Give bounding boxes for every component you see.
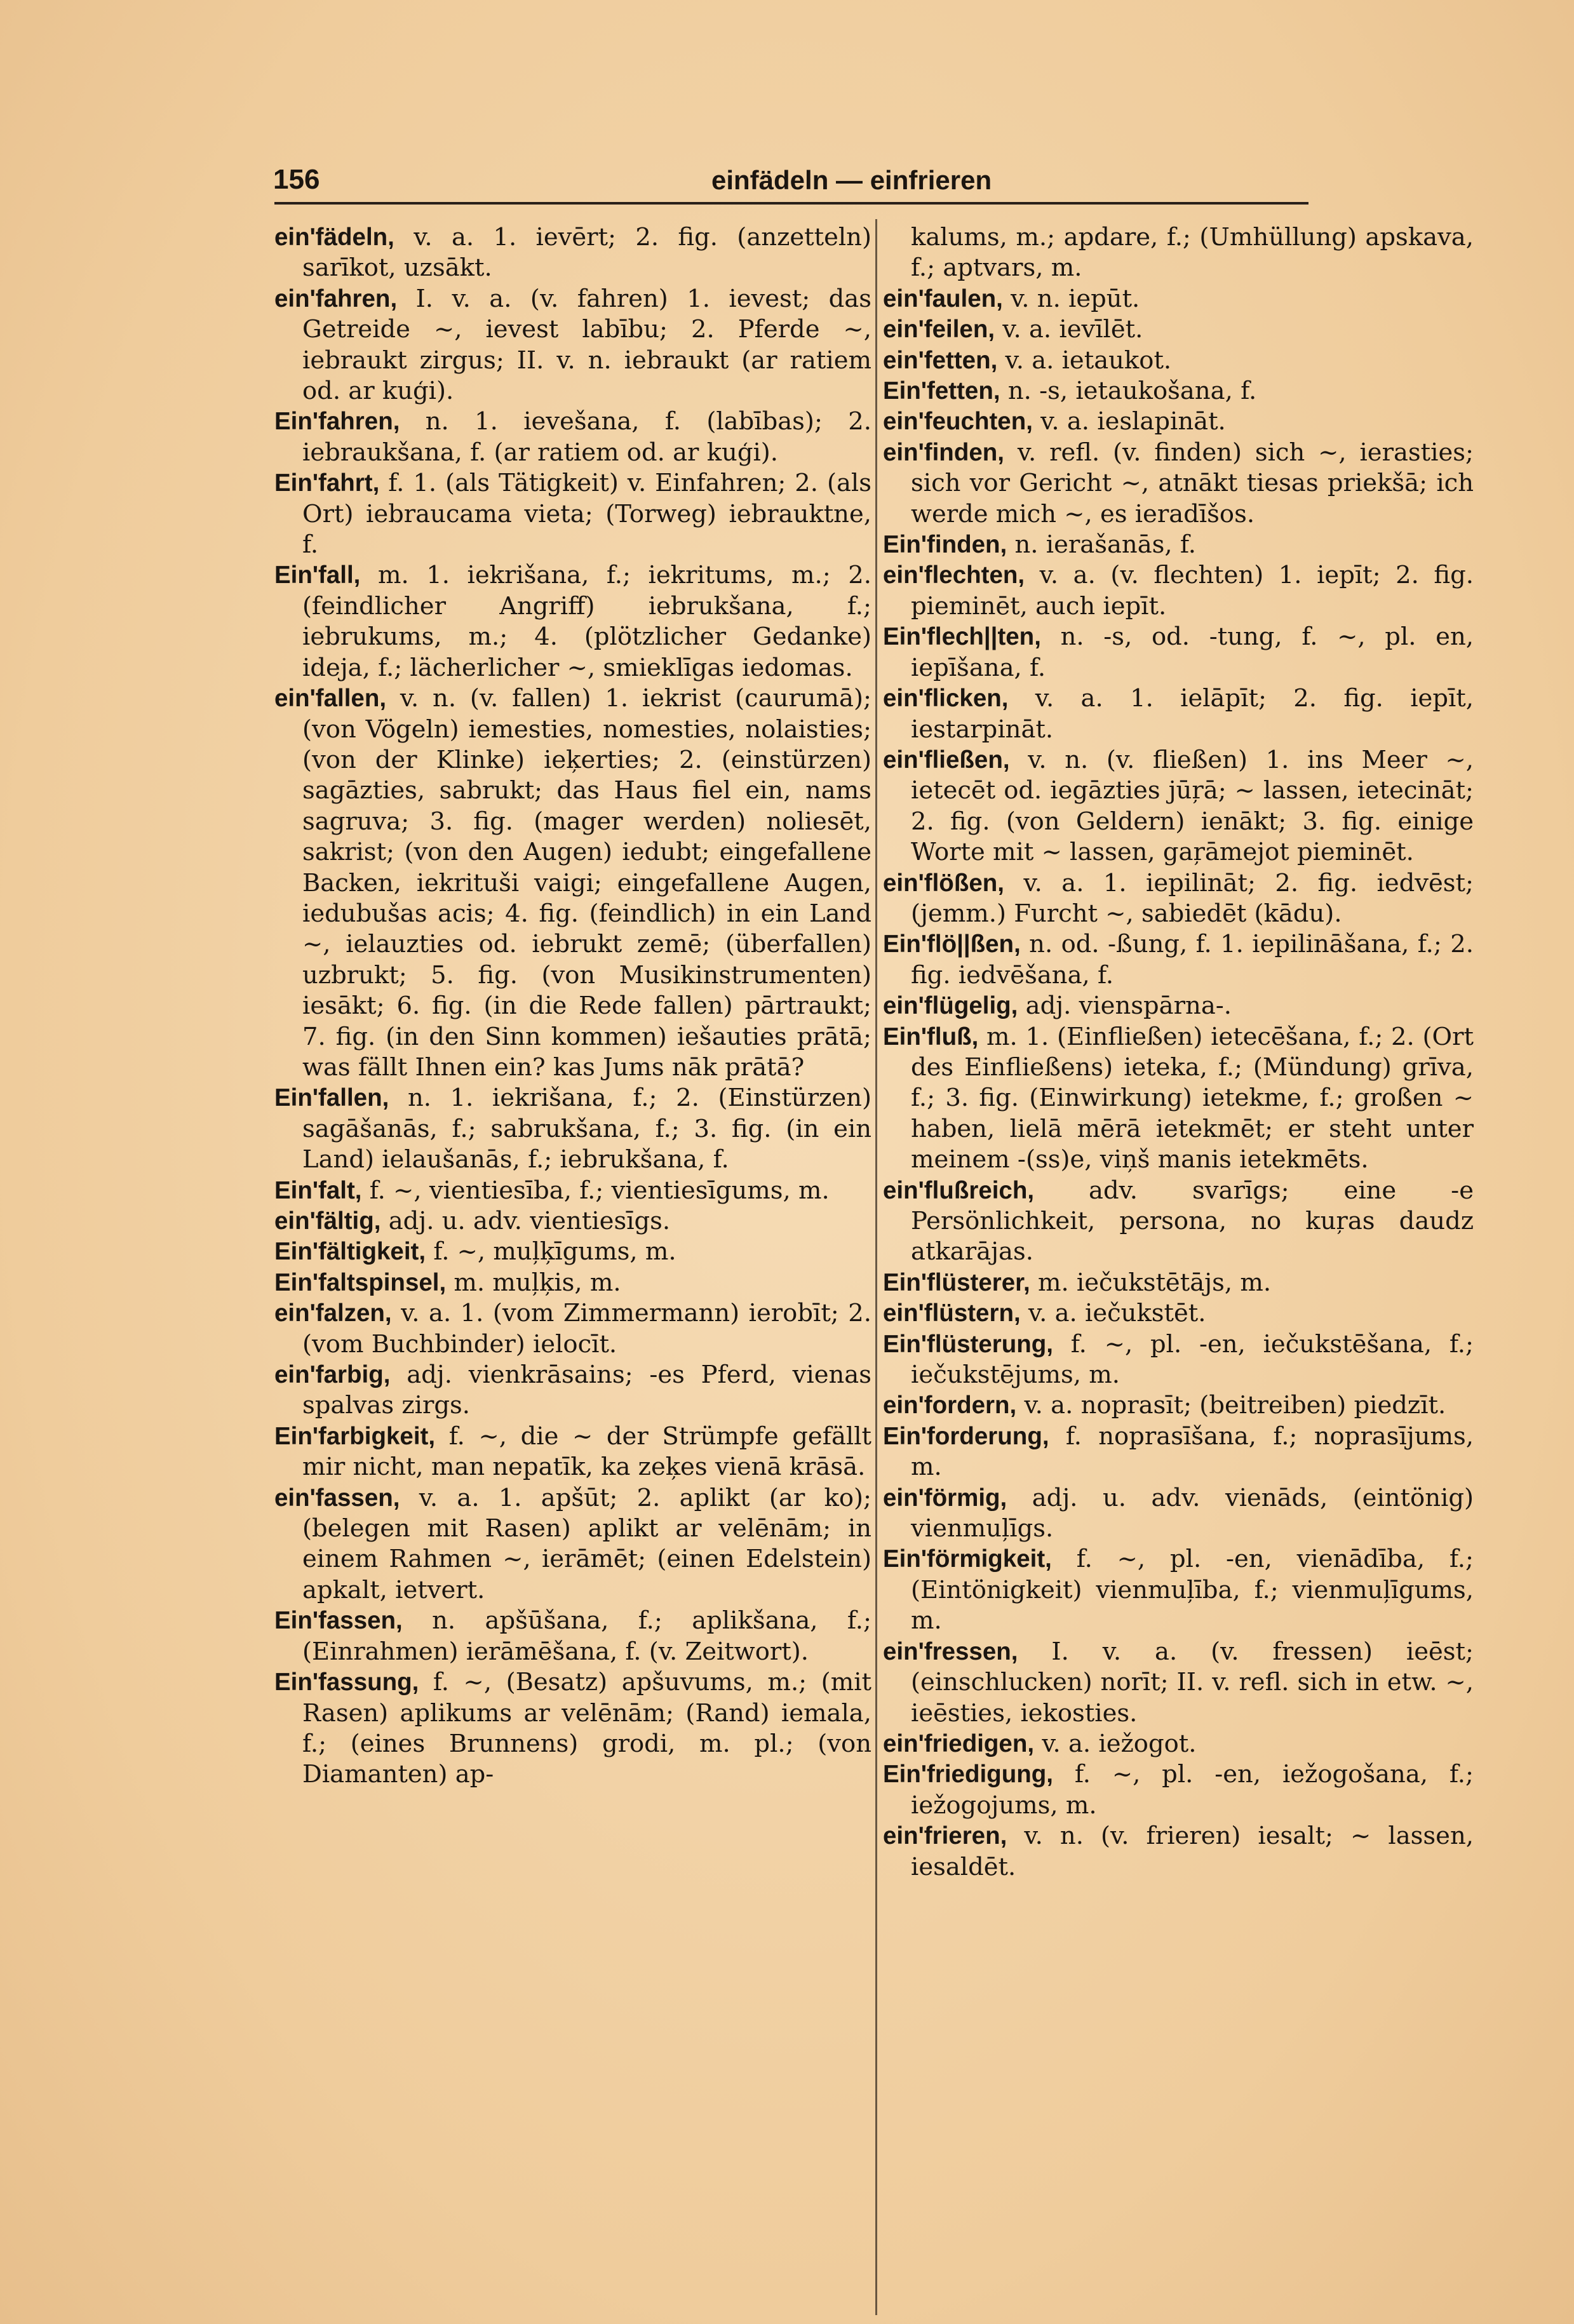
entry-definition: v. a. iežogot.	[1042, 1729, 1197, 1758]
dictionary-entry	[883, 683, 1474, 745]
entry-headword: ein'fallen,	[274, 685, 387, 713]
dictionary-entry	[883, 314, 1474, 345]
dictionary-entry	[274, 1667, 871, 1790]
entry-definition: v. a. iečukstēt.	[1028, 1299, 1206, 1328]
entry-definition: v. a. ievīlēt.	[1002, 315, 1143, 344]
entry-headword: ein'feuchten,	[883, 408, 1033, 436]
entry-definition: n. apšūšana, f.; aplikšana, f.; (Einrahmen) ierāmēšana, f. (v. Zeitwort).	[302, 1606, 871, 1666]
entry-headword: ein'fressen,	[883, 1637, 1018, 1665]
dictionary-entry	[883, 284, 1474, 314]
entry-headword: ein'förmig,	[883, 1484, 1007, 1512]
entry-definition: v. a. 1. apšūt; 2. aplikt (ar ko); (belegen mit Rasen) aplikt ar velēnām; in einem Rahmen ~, ierāmēt; (einen Edelstein) apkalt, ietvert.	[302, 1483, 871, 1604]
dictionary-entry	[274, 1176, 871, 1206]
entry-definition: kalums, m.; apdare, f.; (Umhüllung) apskava, f.; aptvars, m.	[911, 223, 1474, 283]
entry-headword: ein'flüstern,	[883, 1300, 1021, 1327]
entry-definition: v. a. 1. (vom Zimmermann) ierobīt; 2. (vom Buchbinder) ielocīt.	[302, 1299, 871, 1359]
dictionary-entry	[883, 346, 1474, 376]
entry-definition: v. n. (v. fließen) 1. ins Meer ~, ietecēt od. iegāzties jūŗā; ~ lassen, ietecināt; 2. fig. (von Geldern) ienākt; 3. fig. einige Worte mit ~ lassen, gaŗāmejot pieminēt.	[911, 745, 1474, 867]
dictionary-entry	[883, 868, 1474, 930]
dictionary-entry	[883, 438, 1474, 530]
entry-headword: Ein'fassen,	[274, 1607, 403, 1635]
entry-headword: Ein'flüsterung,	[883, 1330, 1053, 1358]
right-column	[883, 222, 1474, 2293]
running-head: einfädeln — einfrieren	[711, 165, 992, 195]
entry-definition: m. 1. iekrišana, f.; iekritums, m.; 2. (feindlicher Angriff) iebrukšana, f.; iebrukums, m.; 4. (plötzlicher Gedanke) ideja, f.; lächerlicher ~, smieklīgas iedomas.	[302, 561, 871, 682]
entry-definition: v. a. (v. flechten) 1. iepīt; 2. fig. pieminēt, auch iepīt.	[911, 561, 1474, 621]
entry-definition: v. a. ietaukot.	[1005, 346, 1172, 375]
dictionary-entry	[274, 560, 871, 683]
column-divider	[875, 219, 877, 2315]
entry-headword: ein'fältig,	[274, 1207, 381, 1235]
entry-definition: v. a. noprasīt; (beitreiben) piedzīt.	[1024, 1391, 1446, 1420]
entry-definition: n. od. -ßung, f. 1. iepilināšana, f.; 2. fig. iedvēšana, f.	[911, 930, 1474, 990]
dictionary-entry	[883, 1022, 1474, 1176]
dictionary-entry	[883, 622, 1474, 683]
entry-definition: v. refl. (v. finden) sich ~, ierasties; sich vor Gericht ~, atnākt tiesas priekšā; ich werde mich ~, es ieradīšos.	[911, 438, 1474, 528]
dictionary-entry	[274, 1206, 871, 1237]
entry-definition: v. a. 1. ielāpīt; 2. fig. iepīt, iestarpināt.	[911, 684, 1474, 744]
dictionary-entry	[883, 222, 1474, 284]
entry-definition: v. n. (v. frieren) iesalt; ~ lassen, iesaldēt.	[911, 1822, 1474, 1881]
entry-headword: Ein'forderung,	[883, 1422, 1049, 1450]
dictionary-entry	[883, 745, 1474, 868]
entry-definition: f. ~, (Besatz) apšuvums, m.; (mit Rasen) aplikums ar velēnām; (Rand) iemala, f.; (eines Brunnens) grodi, m. pl.; (von Diamanten) ap-	[302, 1668, 871, 1789]
dictionary-entry	[274, 1421, 871, 1483]
entry-headword: ein'flößen,	[883, 869, 1004, 897]
dictionary-entry	[883, 1544, 1474, 1636]
entry-headword: ein'finden,	[883, 438, 1004, 466]
entry-headword: ein'flicken,	[883, 685, 1009, 713]
entry-headword: Ein'fluß,	[883, 1023, 979, 1051]
entry-headword: ein'fädeln,	[274, 224, 394, 251]
dictionary-entry	[883, 406, 1474, 437]
entry-definition: n. -s, od. -tung, f. ~, pl. en, iepīšana, f.	[911, 622, 1474, 682]
entry-headword: Ein'finden,	[883, 531, 1007, 559]
entry-headword: Ein'faltspinsel,	[274, 1268, 447, 1296]
entry-headword: Ein'fall,	[274, 561, 361, 589]
entry-definition: f. ~, vientiesība, f.; vientiesīgums, m.	[369, 1176, 830, 1205]
dictionary-entry	[274, 222, 871, 284]
entry-definition: v. a. ieslapināt.	[1040, 407, 1226, 436]
entry-headword: Ein'fallen,	[274, 1084, 389, 1112]
entry-definition: f. ~, pl. -en, iežogošana, f.; iežogojums, m.	[911, 1760, 1474, 1820]
entry-headword: ein'flechten,	[883, 561, 1025, 589]
entry-definition: v. n. (v. fallen) 1. iekrist (caurumā); (von Vögeln) iemesties, nomesties, nolaisties; (von der Klinke) ieķerties; 2. (einstürzen) sagāzties, sabrukt; das Haus fiel ein, nams sagruva; 3. fig. (mager werden) noliesēt, sakrist; (von den Augen) iedubt; eingefallene Backen, iekrituši vaigi; eingefallene Augen, iedubušas acis; 4. fig. (feindlich) in ein Land ~, ielauzties od. iebrukt zemē; (überfallen) uzbrukt; 5. fig. (von Musikinstrumenten) iesākt; 6. fig. (in die Rede fallen) pārtraukt; 7. fig. (in den Sinn kommen) iešauties prātā; was fällt Ihnen ein? kas Jums nāk prātā?	[302, 684, 871, 1082]
entry-headword: ein'fordern,	[883, 1392, 1017, 1420]
entry-headword: Ein'farbigkeit,	[274, 1422, 436, 1450]
page-number: 156	[273, 164, 320, 195]
entry-headword: Ein'falt,	[274, 1176, 362, 1204]
entry-definition: I. v. a. (v. fressen) ieēst; (einschlucken) norīt; II. v. refl. sich in etw. ~, ieēsties, iekosties.	[911, 1637, 1474, 1728]
entry-headword: ein'flußreich,	[883, 1176, 1035, 1204]
entry-headword: ein'fassen,	[274, 1484, 400, 1512]
entry-headword: ein'frieren,	[883, 1822, 1007, 1850]
dictionary-entry	[274, 468, 871, 560]
entry-headword: ein'fließen,	[883, 746, 1010, 774]
entry-definition: f. 1. (als Tätigkeit) v. Einfahren; 2. (als Ort) iebraucama vieta; (Torweg) iebrauktne, f.	[302, 469, 871, 560]
entry-headword: ein'feilen,	[883, 316, 995, 344]
entry-definition: I. v. a. (v. fahren) 1. ievest; das Getreide ~, ievest labību; 2. Pferde ~, iebraukt zirgus; II. v. n. iebraukt (ar ratiem od. ar kuģi).	[302, 284, 871, 406]
entry-definition: v. a. 1. ievērt; 2. fig. (anzetteln) sarīkot, uzsākt.	[302, 223, 871, 283]
entry-definition: m. 1. (Einfließen) ietecēšana, f.; 2. (Ort des Einfließens) ieteka, f.; (Mündung) grīva, f.; 3. fig. (Einwirkung) ietekme, f.; großen ~ haben, lielā mērā ietekmēt; er steht unter meinem -(ss)e, viņš manis ietekmēts.	[911, 1022, 1474, 1174]
dictionary-entry	[274, 683, 871, 1083]
entry-headword: Ein'flech||ten,	[883, 623, 1041, 651]
entry-definition: adj. u. adv. vienāds, (eintönig) vienmuļīgs.	[911, 1483, 1474, 1543]
entry-definition: adj. vienkrāsains; -es Pferd, vienas spalvas zirgs.	[302, 1360, 871, 1420]
dictionary-entry	[883, 1421, 1474, 1483]
dictionary-entry	[883, 1176, 1474, 1268]
entry-definition: f. ~, muļķīgums, m.	[433, 1237, 676, 1266]
entry-definition: n. 1. ievešana, f. (labības); 2. iebraukšana, f. (ar ratiem od. ar kuģi).	[302, 407, 871, 467]
entry-headword: ein'falzen,	[274, 1300, 392, 1327]
dictionary-entry	[883, 1821, 1474, 1883]
entry-headword: ein'faulen,	[883, 285, 1003, 312]
entry-definition: f. ~, pl. -en, iečukstēšana, f.; iečukstējums, m.	[911, 1329, 1474, 1390]
dictionary-entry	[883, 530, 1474, 560]
dictionary-entry	[274, 1483, 871, 1606]
dictionary-entry	[274, 1298, 871, 1360]
entry-definition: f. noprasīšana, f.; noprasījums, m.	[911, 1421, 1474, 1482]
entry-headword: Ein'flüsterer,	[883, 1268, 1030, 1296]
dictionary-entry	[883, 1729, 1474, 1759]
dictionary-entry	[883, 376, 1474, 406]
entry-headword: Ein'fältigkeit,	[274, 1238, 426, 1266]
entry-definition: m. muļķis, m.	[454, 1268, 621, 1297]
dictionary-entry	[883, 1483, 1474, 1545]
dictionary-entry	[883, 1759, 1474, 1821]
entry-headword: Ein'fetten,	[883, 377, 1000, 405]
dictionary-entry	[274, 406, 871, 468]
entry-headword: ein'farbig,	[274, 1361, 391, 1389]
entry-headword: Ein'förmigkeit,	[883, 1545, 1052, 1573]
entry-definition: adj. vienspārna-.	[1025, 991, 1232, 1021]
entry-definition: v. a. 1. iepilināt; 2. fig. iedvēst; (jemm.) Furcht ~, sabiedēt (kādu).	[911, 868, 1474, 928]
dictionary-entry	[883, 929, 1474, 991]
entry-headword: Ein'flö||ßen,	[883, 930, 1021, 958]
entry-definition: v. n. iepūt.	[1011, 284, 1140, 313]
dictionary-entry	[274, 1237, 871, 1267]
dictionary-entry	[883, 1637, 1474, 1729]
entry-definition: adv. svarīgs; eine -e Persönlichkeit, persona, no kuŗas daudz atkarājas.	[911, 1176, 1474, 1266]
entry-definition: adj. u. adv. vientiesīgs.	[388, 1207, 671, 1235]
entry-definition: f. ~, pl. -en, vienādība, f.; (Eintönigkeit) vienmuļība, f.; vienmuļīgums, m.	[911, 1545, 1474, 1636]
left-column	[274, 222, 871, 2293]
entry-headword: ein'flügelig,	[883, 992, 1018, 1020]
entry-definition: n. -s, ietaukošana, f.	[1007, 377, 1257, 406]
entry-headword: ein'fahren,	[274, 285, 398, 312]
entry-headword: Ein'fahrt,	[274, 469, 380, 497]
entry-headword: ein'fetten,	[883, 346, 998, 374]
dictionary-entry	[274, 1083, 871, 1175]
dictionary-entry	[883, 1268, 1474, 1298]
dictionary-entry	[883, 991, 1474, 1021]
entry-headword: ein'friedigen,	[883, 1730, 1035, 1757]
dictionary-entry	[274, 284, 871, 407]
dictionary-entry	[883, 1329, 1474, 1391]
dictionary-entry	[883, 560, 1474, 622]
dictionary-entry	[274, 1360, 871, 1421]
dictionary-entry	[274, 1268, 871, 1298]
entry-definition: n. 1. iekrišana, f.; 2. (Einstürzen) sagāšanās, f.; sabrukšana, f.; 3. fig. (in ein Land) ielaušanās, f.; iebrukšana, f.	[302, 1084, 871, 1174]
dictionary-entry	[883, 1298, 1474, 1329]
entry-definition: f. ~, die ~ der Strümpfe gefällt mir nicht, man nepatīk, ka zeķes vienā krāsā.	[302, 1421, 871, 1482]
dictionary-entry	[883, 1390, 1474, 1421]
header-rule	[274, 202, 1308, 205]
dictionary-entry	[274, 1606, 871, 1667]
entry-definition: m. iečukstētājs, m.	[1037, 1268, 1272, 1297]
page-header	[273, 164, 1308, 202]
entry-headword: Ein'fahren,	[274, 408, 400, 436]
entry-definition: n. ierašanās, f.	[1014, 530, 1197, 560]
entry-headword: Ein'friedigung,	[883, 1761, 1053, 1789]
entry-headword: Ein'fassung,	[274, 1669, 419, 1696]
